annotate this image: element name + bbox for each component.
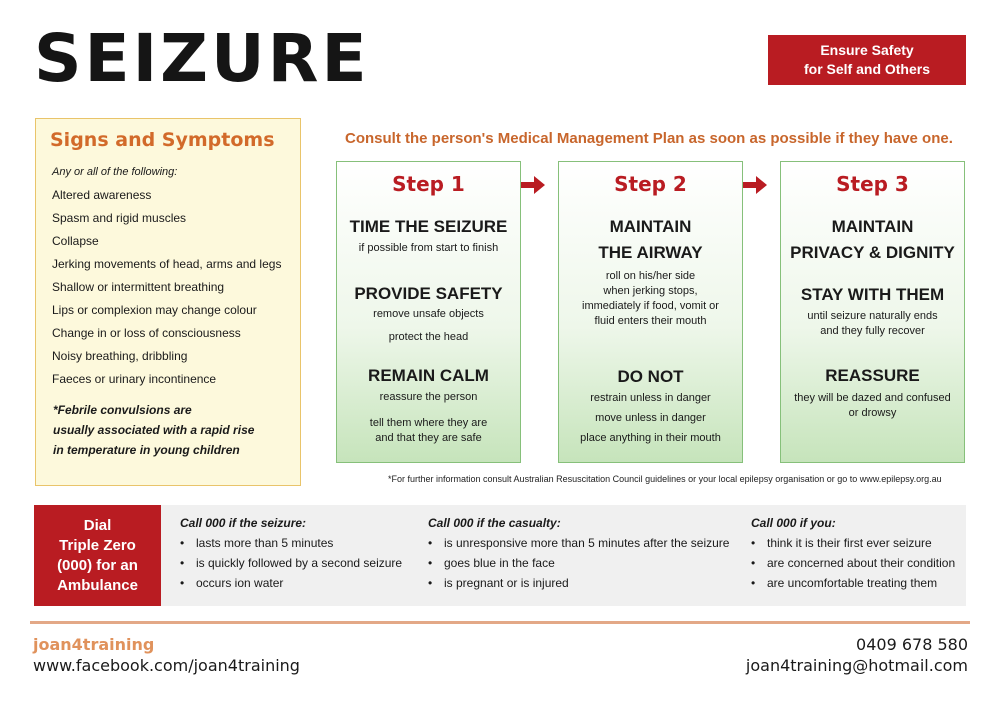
arrow-right-icon xyxy=(521,176,545,194)
ensure-safety-line2: for Self and Others xyxy=(803,61,931,77)
call-you-heading: Call 000 if you: xyxy=(751,516,836,530)
step-2-heading-airway: MAINTAIN THE AIRWAY xyxy=(598,217,703,262)
call-casualty-heading: Call 000 if the casualty: xyxy=(428,516,561,530)
phone-number: 0409 678 580 xyxy=(856,635,968,654)
step-3-heading-privacy: MAINTAIN PRIVACY & DIGNITY xyxy=(790,217,955,262)
list-item: • is unresponsive more than 5 minutes after the seizure xyxy=(428,535,729,555)
list-item: Faeces or urinary incontinence xyxy=(52,372,217,386)
ensure-safety-banner xyxy=(768,35,966,85)
step-1-text-time: if possible from start to finish xyxy=(358,242,499,254)
step-1-label: Step 1 xyxy=(392,172,465,196)
call-you-column xyxy=(751,516,955,595)
step-1-box xyxy=(336,161,521,463)
step-1-heading-time: TIME THE SEIZURE xyxy=(349,217,508,236)
step-1-text-safety: remove unsafe objects xyxy=(373,308,484,320)
email-link[interactable]: joan4training@hotmail.com xyxy=(745,656,968,675)
further-info-note: *For further information consult Australian Resuscitation Council guidelines or your local epilepsy organisation or go to www.epilepsy.org.au xyxy=(388,474,942,484)
step-3-text-reassure: they will be dazed and confused or drowsy xyxy=(794,392,951,419)
step-1-text-calm-2: tell them where they are and that they are safe xyxy=(369,417,488,444)
facebook-link[interactable]: www.facebook.com/joan4training xyxy=(33,656,300,675)
step-2-heading-donot: DO NOT xyxy=(617,367,684,386)
list-item: • are concerned about their condition xyxy=(751,555,955,575)
step-3-box xyxy=(780,161,965,463)
list-item: Noisy breathing, dribbling xyxy=(52,349,188,363)
list-item: • are uncomfortable treating them xyxy=(751,575,955,595)
step-3-heading-stay: STAY WITH THEM xyxy=(800,285,945,304)
consult-plan-text: Consult the person's Medical Management Plan as soon as possible if they have one. xyxy=(345,130,953,147)
footer-divider xyxy=(30,621,970,624)
call-seizure-column xyxy=(180,516,402,595)
dial-triple-zero-badge: Dial Triple Zero (000) for an Ambulance xyxy=(34,505,161,606)
step-1-heading-safety: PROVIDE SAFETY xyxy=(354,284,503,303)
step-3-text-stay: until seizure naturally ends and they fully recover xyxy=(807,310,938,337)
step-3-label: Step 3 xyxy=(836,172,909,196)
step-2-box xyxy=(558,161,743,463)
ensure-safety-line1: Ensure Safety xyxy=(820,42,914,58)
signs-symptoms-panel xyxy=(35,118,301,486)
list-item: • occurs ion water xyxy=(180,575,402,595)
signs-list xyxy=(52,187,281,394)
step-1-heading-calm: REMAIN CALM xyxy=(368,366,489,385)
list-item: • think it is their first ever seizure xyxy=(751,535,955,555)
step-2-text-donot-1: restrain unless in danger xyxy=(590,392,711,404)
list-item: Spasm and rigid muscles xyxy=(52,211,187,225)
step-3-heading-reassure: REASSURE xyxy=(825,366,920,385)
signs-intro: Any or all of the following: xyxy=(52,166,178,178)
step-1-text-calm: reassure the person xyxy=(379,391,478,403)
page-title: SEIZURE xyxy=(34,20,370,97)
step-2-text-donot-2: move unless in danger xyxy=(595,412,706,424)
list-item: • is quickly followed by a second seizure xyxy=(180,555,402,575)
list-item: Change in or loss of consciousness xyxy=(52,326,241,340)
list-item: Jerking movements of head, arms and legs xyxy=(52,257,282,271)
call-seizure-heading: Call 000 if the seizure: xyxy=(180,516,307,530)
signs-title: Signs and Symptoms xyxy=(50,129,275,151)
febrile-note: *Febrile convulsions are usually associated with a rapid rise in temperature in young children xyxy=(53,403,255,457)
call-casualty-column xyxy=(428,516,729,595)
step-2-label: Step 2 xyxy=(614,172,687,196)
list-item: Shallow or intermittent breathing xyxy=(52,280,225,294)
list-item: • goes blue in the face xyxy=(428,555,729,575)
list-item: Lips or complexion may change colour xyxy=(52,303,257,317)
step-2-text-airway: roll on his/her side when jerking stops, immediately if food, vomit or fluid enters their mouth xyxy=(582,270,719,327)
step-1-text-safety-2: protect the head xyxy=(388,331,469,343)
arrow-right-icon xyxy=(743,176,767,194)
step-2-text-donot-3: place anything in their mouth xyxy=(580,432,721,444)
list-item: Collapse xyxy=(52,234,99,248)
list-item: • is pregnant or is injured xyxy=(428,575,729,595)
brand-name: joan4training xyxy=(33,635,155,654)
list-item: Altered awareness xyxy=(52,188,152,202)
list-item: • lasts more than 5 minutes xyxy=(180,535,402,555)
